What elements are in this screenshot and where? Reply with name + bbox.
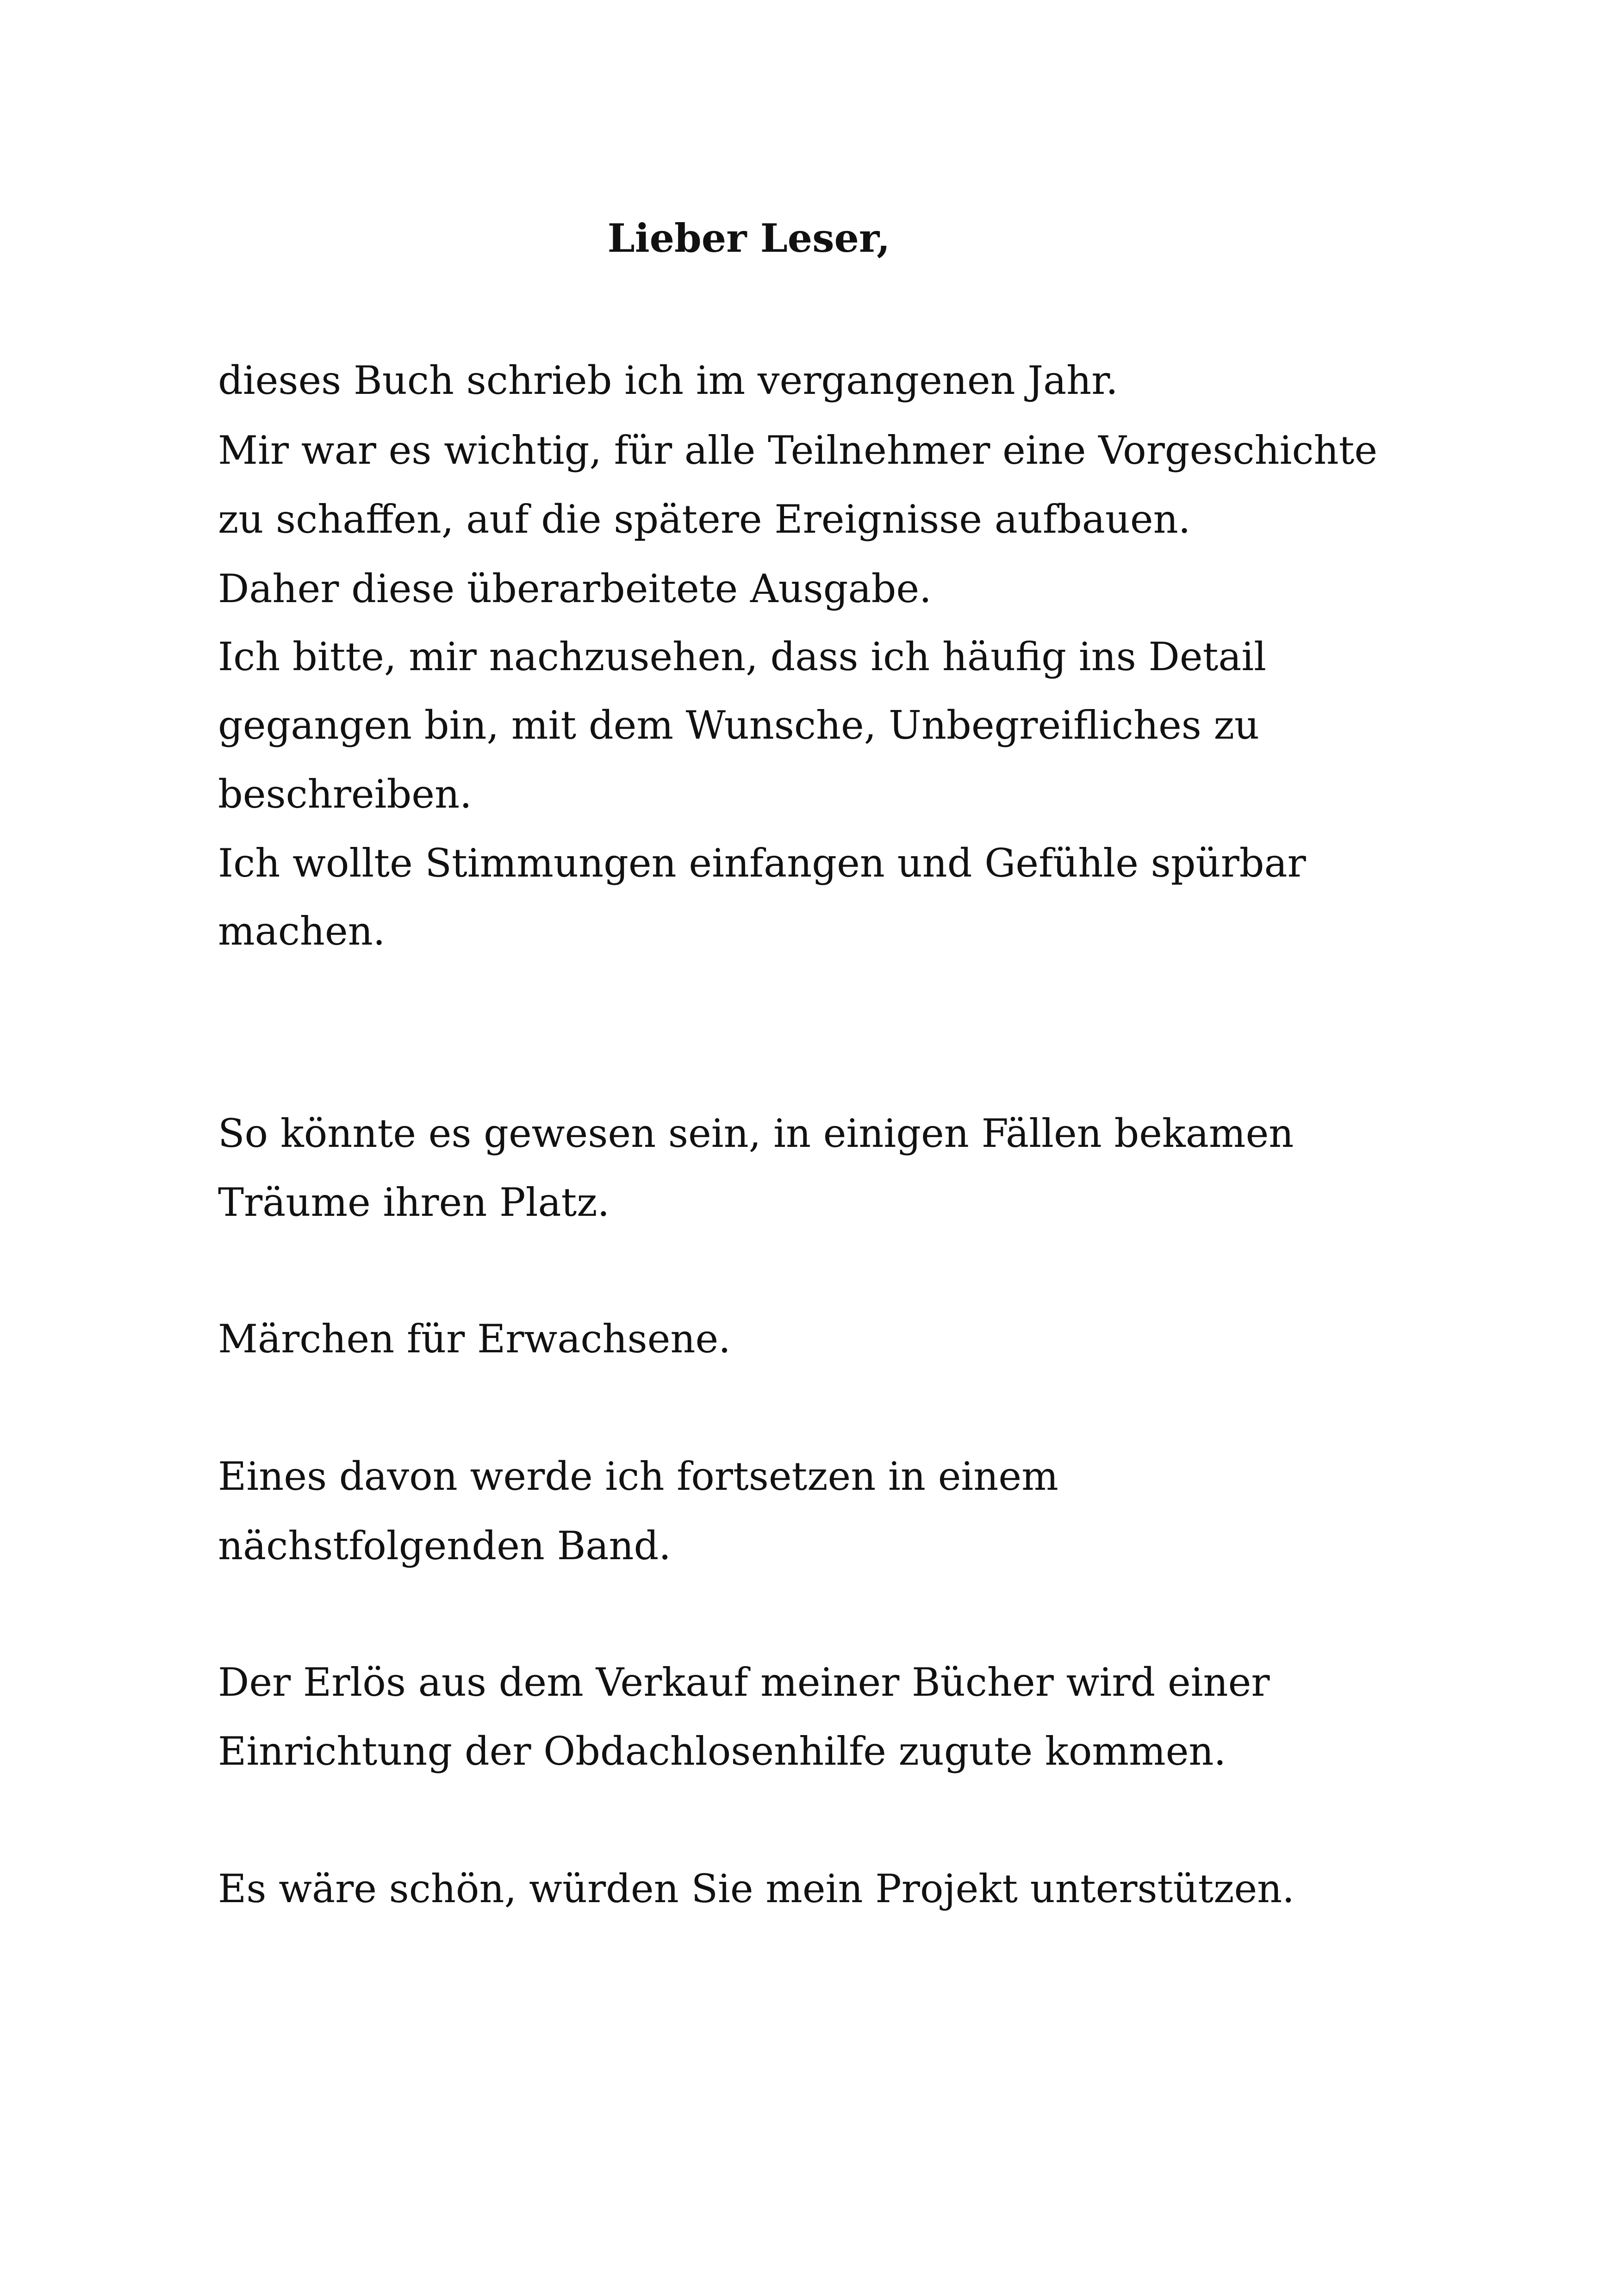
text-line: Träume ihren Platz. bbox=[218, 1180, 610, 1225]
text-line: nächstfolgenden Band. bbox=[218, 1523, 671, 1568]
letter-salutation bbox=[0, 211, 1618, 266]
text-line: beschreiben. bbox=[218, 772, 472, 817]
text-line: So könnte es gewesen sein, in einigen Fällen bekamen bbox=[218, 1111, 1294, 1156]
text-line: Einrichtung der Obdachlosenhilfe zugute kommen. bbox=[218, 1729, 1226, 1774]
text-line: gegangen bin, mit dem Wunsche, Unbegreifliches zu bbox=[218, 703, 1259, 748]
text-line: Ich wollte Stimmungen einfangen und Gefühle spürbar bbox=[218, 840, 1306, 886]
text-line: zu schaffen, auf die spätere Ereignisse aufbauen. bbox=[218, 497, 1191, 542]
text-line: Märchen für Erwachsene. bbox=[218, 1316, 731, 1362]
text-line: Ich bitte, mir nachzusehen, dass ich häufig ins Detail bbox=[218, 634, 1267, 679]
text-line: Der Erlös aus dem Verkauf meiner Bücher wird einer bbox=[218, 1660, 1270, 1705]
salutation-text: Lieber Leser, bbox=[607, 215, 890, 261]
text-line: dieses Buch schrieb ich im vergangenen Jahr. bbox=[218, 358, 1118, 403]
text-line: Mir war es wichtig, für alle Teilnehmer eine Vorgeschichte bbox=[218, 428, 1378, 473]
text-line: Eines davon werde ich fortsetzen in einem bbox=[218, 1454, 1058, 1499]
text-line: Es wäre schön, würden Sie mein Projekt unterstützen. bbox=[218, 1866, 1294, 1911]
text-line: Daher diese überarbeitete Ausgabe. bbox=[218, 566, 932, 611]
text-line: machen. bbox=[218, 908, 386, 954]
